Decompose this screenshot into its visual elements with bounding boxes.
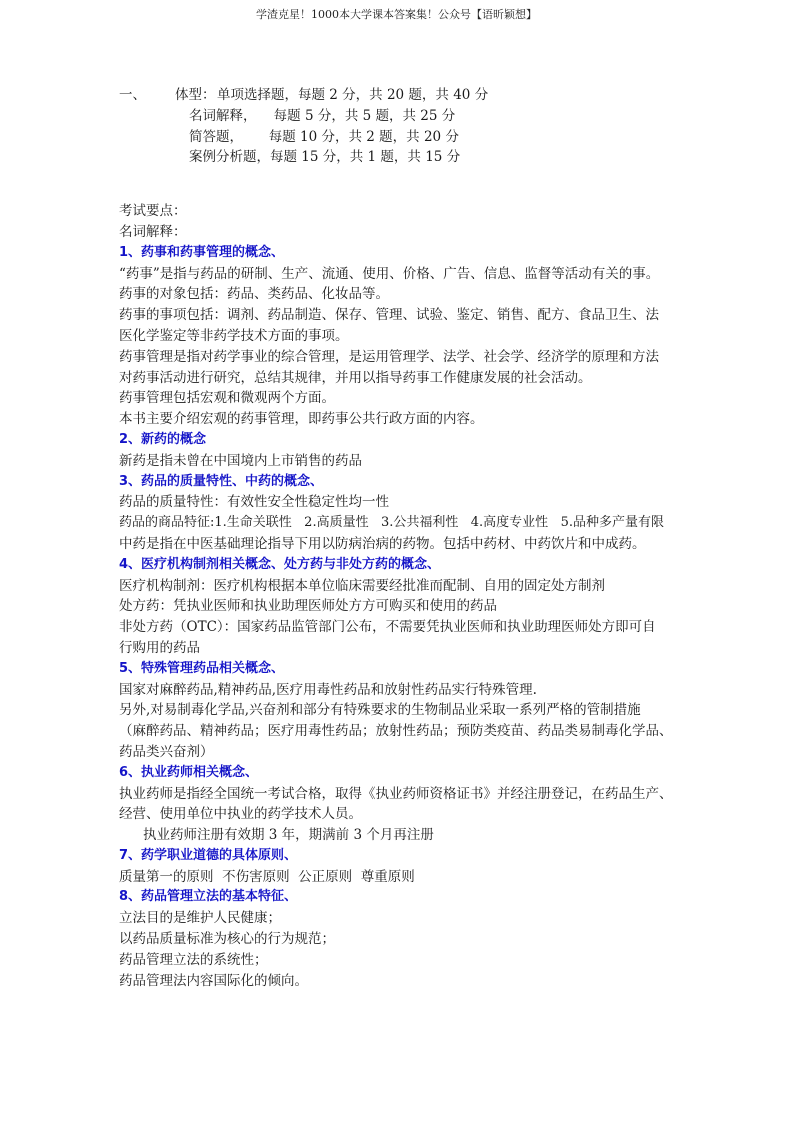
section-heading: 3、药品的质量特性、中药的概念、: [119, 473, 324, 489]
type-row-text: 单项选择题，每题 2 分，共 20 题，共 40 分: [217, 87, 489, 103]
body-line: （麻醉药品、精神药品；医疗用毒性药品；放射性药品；预防类疫苗、药品类易制毒化学品、: [119, 723, 673, 740]
body-line: 药事管理包括宏观和微观两个方面。: [119, 390, 335, 407]
body-line: 药品管理立法的系统性；: [119, 951, 268, 968]
body-line: 药事的对象包括：药品、类药品、化妆品等。: [119, 286, 389, 303]
glossary-subtitle: 名词解释：: [119, 223, 187, 240]
body-line: 质量第一的原则 不伤害原则 公正原则 尊重原则: [119, 868, 415, 885]
question-type-row: [119, 147, 719, 168]
document-body: [119, 85, 719, 991]
section-heading: 6、执业药师相关概念、: [119, 764, 259, 780]
body-line: 药品类兴奋剂）: [119, 743, 214, 760]
question-type-row: [119, 85, 719, 106]
exam-points-title: 考试要点：: [119, 203, 187, 220]
body-line: 执业药师是指经全国统一考试合格，取得《执业药师资格证书》并经注册登记，在药品生产、: [119, 785, 673, 802]
body-line: 非处方药（OTC）：国家药品监管部门公布，不需要凭执业医师和执业助理医师处方即可自: [119, 619, 656, 636]
body-line: “药事”是指与药品的研制、生产、流通、使用、价格、广告、信息、监督等活动有关的事。: [119, 265, 660, 282]
section-heading: 5、特殊管理药品相关概念、: [119, 660, 285, 676]
body-line: 药品管理法内容国际化的倾向。: [119, 972, 308, 989]
question-type-row: [119, 127, 719, 148]
body-line: 医疗机构制剂：医疗机构根据本单位临床需要经批准而配制、自用的固定处方制剂: [119, 577, 605, 594]
page-header: 学渣克星！1000本大学课本答案集！公众号【语昕颖想】: [256, 8, 537, 21]
body-line: 以药品质量标准为核心的行为规范；: [119, 931, 335, 948]
body-line: 中药是指在中医基础理论指导下用以防病治病的药物。包括中药材、中药饮片和中成药。: [119, 535, 646, 552]
body-line: 国家对麻醉药品,精神药品,医疗用毒性药品和放射性药品实行特殊管理.: [119, 681, 537, 698]
question-types: [119, 85, 719, 168]
body-line: 本书主要介绍宏观的药事管理，即药事公共行政方面的内容。: [119, 411, 484, 428]
section-heading: 8、药品管理立法的基本特征、: [119, 889, 298, 905]
body-line: 药品的质量特性：有效性安全性稳定性均一性: [119, 494, 389, 511]
body-line: 新药是指未曾在中国境内上市销售的药品: [119, 452, 362, 469]
type-lead: 体型：: [175, 87, 216, 103]
section-heading: 1、药事和药事管理的概念、: [119, 244, 285, 260]
body-line: 药事的事项包括：调剂、药品制造、保存、管理、试验、鉴定、销售、配方、食品卫生、法: [119, 307, 659, 324]
section-heading: 4、医疗机构制剂相关概念、处方药与非处方药的概念、: [119, 556, 441, 572]
body-line: 立法目的是维护人民健康；: [119, 910, 281, 927]
section-heading: 2、新药的概念: [119, 431, 207, 447]
type-row-text: 名词解释， 每题 5 分，共 5 题，共 25 分: [189, 107, 456, 124]
section-number: 一、: [119, 87, 146, 103]
body-line: 执业药师注册有效期 3 年，期满前 3 个月再注册: [143, 827, 434, 844]
body-line: 处方药：凭执业医师和执业助理医师处方方可购买和使用的药品: [119, 598, 497, 615]
body-line: 医化学鉴定等非药学技术方面的事项。: [119, 327, 349, 344]
body-line: 经营、使用单位中执业的药学技术人员。: [119, 806, 362, 823]
type-row-text: 案例分析题，每题 15 分，共 1 题，共 15 分: [189, 149, 461, 166]
body-line: 对药事活动进行研究，总结其规律，并用以指导药事工作健康发展的社会活动。: [119, 369, 592, 386]
body-line: 药事管理是指对药学事业的综合管理，是运用管理学、法学、社会学、经济学的原理和方法: [119, 348, 659, 365]
body-line: 药品的商品特征:1.生命关联性 2.高质量性 3.公共福利性 4.高度专业性 5.品种多产量有限: [119, 515, 664, 531]
body-line: 行购用的药品: [119, 639, 200, 656]
section-heading: 7、药学职业道德的具体原则、: [119, 847, 298, 863]
type-row-text: 简答题， 每题 10 分，共 2 题，共 20 分: [189, 128, 459, 145]
body-line: 另外,对易制毒化学品,兴奋剂和部分有特殊要求的生物制品业采取一系列严格的管制措施: [119, 702, 641, 719]
question-type-row: [119, 106, 719, 127]
